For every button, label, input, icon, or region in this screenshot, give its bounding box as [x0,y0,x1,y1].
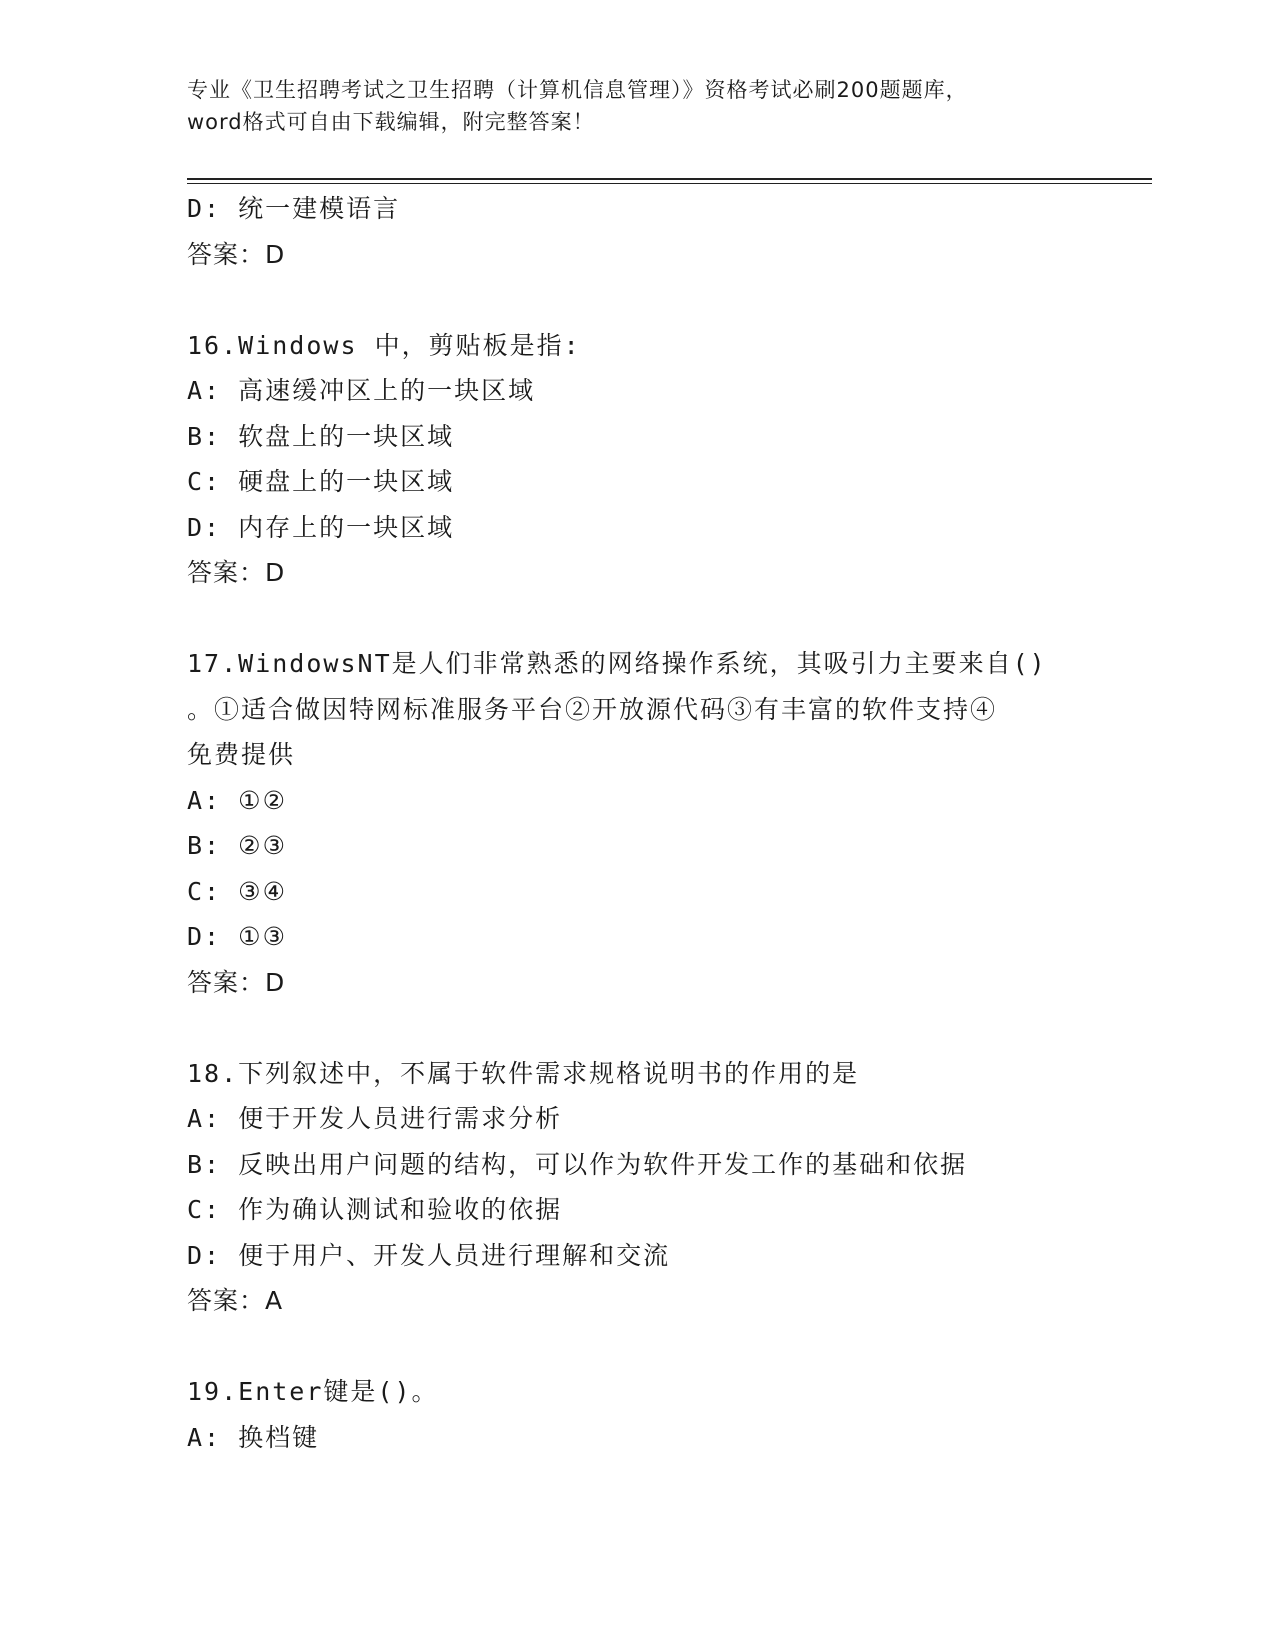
option-a: A: 便于开发人员进行需求分析 [187,1104,563,1133]
answer-text: 答案：D [187,558,286,587]
question-text-line-1: 17.WindowsNT是人们非常熟悉的网络操作系统，其吸引力主要来自() [187,649,1047,678]
option-c: C: 作为确认测试和验收的依据 [187,1195,563,1224]
option-b: B: 反映出用户问题的结构，可以作为软件开发工作的基础和依据 [187,1149,968,1179]
option-b: B: ②③ [187,831,287,860]
question-19 [187,1369,1087,1460]
question-text: 18.下列叙述中，不属于软件需求规格说明书的作用的是 [187,1058,860,1088]
spacer [187,277,1087,323]
header-title-line-1: 专业《卫生招聘考试之卫生招聘（计算机信息管理）》资格考试必刷200题题库， [187,78,968,102]
question-text-line-2: 。①适合做因特网标准服务平台②开放源代码③有丰富的软件支持④ [187,694,998,724]
question-18 [187,1051,1087,1324]
option-d: D: 统一建模语言 [187,194,401,223]
question-text: 19.Enter键是()。 [187,1377,439,1406]
question-15-tail [187,186,1087,277]
question-text-line-3: 免费提供 [187,740,296,769]
header-divider-thick [187,178,1152,180]
option-c: C: ③④ [187,876,287,906]
option-c: C: 硬盘上的一块区域 [187,467,455,496]
header-title-line-2: word格式可自由下载编辑，附完整答案！ [187,110,595,134]
question-16 [187,323,1087,596]
answer-text: 答案：A [187,1286,284,1315]
spacer [187,1324,1087,1370]
option-a: A: 高速缓冲区上的一块区域 [187,376,536,405]
option-d: D: 便于用户、开发人员进行理解和交流 [187,1240,671,1270]
spacer [187,596,1087,642]
option-d: D: 内存上的一块区域 [187,512,455,542]
option-a: A: 换档键 [187,1422,320,1452]
option-b: B: 软盘上的一块区域 [187,421,455,451]
document-header [187,74,1087,138]
answer-text: 答案：D [187,239,286,269]
header-divider-thin [187,183,1152,184]
option-d: D: ①③ [187,922,287,951]
answer-text: 答案：D [187,967,286,997]
question-text: 16.Windows 中，剪贴板是指: [187,330,581,360]
question-list [187,186,1087,1460]
spacer [187,1005,1087,1051]
option-a: A: ①② [187,785,287,815]
question-17 [187,641,1087,1005]
